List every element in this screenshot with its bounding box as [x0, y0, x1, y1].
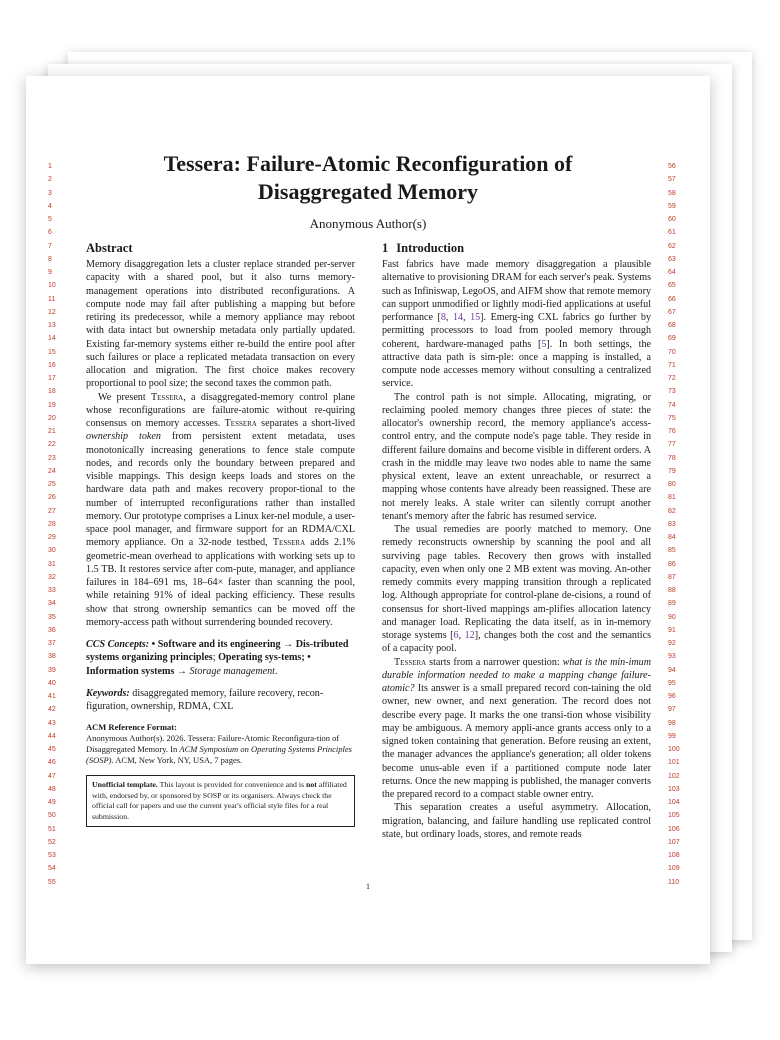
right-line-number: 86 [668, 560, 676, 568]
left-line-number: 38 [48, 653, 56, 661]
acm-reference-heading: ACM Reference Format: [86, 722, 177, 733]
abstract-paragraph-1: Memory disaggregation lets a cluster replace stranded per-server capacity with a shared pool, but it also turns memory-management operations into distributed reconfigurations. A compute node may fail after publishing a mapping but before retiring its predecessor, while a memory appliance may reboot with data intact but ownership metadata only partially updated. Existing far-memory systems either re-build the entire pool after such failures or place a replicated metadata transaction on every allocation and migration. The first choice makes recovery proportional to pool size; the second taxes the common path. [86, 259, 355, 390]
left-line-number: 50 [48, 812, 56, 820]
system-name: Tessera [272, 537, 306, 549]
right-line-number: 59 [668, 202, 676, 210]
ccs-concepts: CCS Concepts: • Software and its engineering → Dis-tributed systems organizing principles; Operating sys-tems; • Information systems → Storage management. [86, 639, 349, 677]
left-line-number: 19 [48, 401, 56, 409]
right-line-number: 94 [668, 666, 676, 674]
right-column [382, 240, 651, 841]
title-line-1: Tessera: Failure-Atomic Reconfiguration of [163, 151, 573, 176]
left-line-number: 49 [48, 799, 56, 806]
left-line-number: 14 [48, 335, 56, 343]
abstract-paragraph-2: We present Tessera, a disaggregated-memory control plane whose reconfigurations are failure-atomic without re-quiring consensus on memory accesses. Tessera separates a short-lived ownership token from persistent extent metadata, uses monotonically increasing generations to fence stale compute nodes, and records only the boundary between prepared and visible mappings. This design keeps loads and stores on the hardware data path and makes recovery propor-tional to the number of interrupted reconfigurations rather than installed memory. Our prototype comprises a Linux ker-nel module, a user-space pool manager, and firmware support for an RDMA/CXL memory appliance. On a 32-node testbed, Tessera adds 2.1% geometric-mean overhead to applications with working sets up to 1.5 TB. It restores service after com-pute, manager, and appliance failures in 184–691 ms, 18–64× faster than scanning the pool, while retaining 91% of ideal packing efficiency. These results show that strong ownership semantics can be moved off the memory-access path without surrendering bounded recovery. [86, 391, 355, 628]
right-line-number: 61 [668, 229, 676, 237]
left-line-number: 45 [48, 746, 56, 753]
citation-link[interactable]: 15 [470, 312, 481, 323]
left-line-number: 46 [48, 759, 56, 767]
left-line-number: 8 [48, 255, 52, 263]
right-line-number: 66 [668, 295, 676, 303]
left-line-number: 43 [48, 719, 56, 727]
left-line-number: 33 [48, 587, 56, 594]
left-line-number: 37 [48, 640, 56, 647]
right-line-number: 105 [668, 812, 680, 820]
paper-title [86, 150, 650, 206]
right-line-number: 74 [668, 401, 676, 409]
right-line-number: 72 [668, 375, 676, 382]
page-number: 1 [366, 882, 370, 891]
right-line-number: 90 [668, 613, 676, 621]
right-line-number: 77 [668, 441, 676, 449]
left-line-number: 4 [48, 202, 52, 210]
citation-link[interactable]: 8 [440, 312, 446, 323]
left-line-number: 21 [48, 428, 56, 435]
right-line-number: 99 [668, 732, 676, 740]
right-line-number: 108 [668, 852, 680, 859]
left-line-number: 55 [48, 878, 56, 886]
right-line-number: 70 [668, 348, 676, 356]
citation-link[interactable]: 14 [452, 312, 464, 323]
left-line-number: 44 [48, 732, 56, 740]
left-line-number: 47 [48, 772, 56, 780]
right-line-number: 62 [668, 242, 676, 250]
right-line-number: 73 [668, 388, 676, 396]
right-line-number: 69 [668, 335, 676, 343]
right-line-number: 68 [668, 322, 676, 329]
right-line-number: 82 [668, 507, 676, 515]
right-line-number: 104 [668, 799, 680, 806]
left-line-number: 48 [48, 785, 56, 793]
left-line-number: 51 [48, 825, 56, 833]
right-line-number: 85 [668, 547, 676, 555]
system-name: Tessera [394, 656, 427, 668]
right-line-number: 67 [668, 308, 676, 316]
left-column [86, 240, 355, 827]
right-line-number: 97 [668, 706, 676, 714]
right-line-number: 57 [668, 176, 676, 184]
system-name: Tessera [150, 391, 184, 403]
citation-link[interactable]: 6 [453, 630, 459, 641]
authors: Anonymous Author(s) [309, 216, 427, 231]
right-line-number: 76 [668, 428, 676, 435]
left-line-number: 34 [48, 600, 56, 608]
intro-paragraph-1: Fast fabrics have made memory disaggregation a plausible alternative to provisioning DRAM for each server's peak. Systems such as Infiniswap, LegoOS, and AIFM show that remote memory can support unmodified or lightly modi-fied applications at useful performance [8, 14, 15]. Emerg-ing CXL fabrics go further by permitting processors to load from pooled memory through coherent, hardware-managed paths [5]. In both settings, the attractive data path is sim-ple: once a mapping is installed, a compute node accesses memory without consulting a centralized service. [382, 259, 651, 390]
right-line-number: 107 [668, 838, 680, 846]
right-line-number: 87 [668, 573, 676, 581]
left-line-number: 20 [48, 414, 56, 422]
right-line-number: 98 [668, 719, 676, 727]
left-line-number: 9 [48, 269, 52, 276]
left-line-number: 3 [48, 189, 52, 197]
left-line-number: 30 [48, 547, 56, 555]
left-line-number: 28 [48, 520, 56, 528]
right-line-number: 88 [668, 587, 676, 594]
left-line-number: 17 [48, 375, 56, 382]
right-line-number: 100 [668, 746, 680, 753]
right-line-number: 78 [668, 454, 676, 462]
title-line-2: Disaggregated Memory [257, 179, 479, 204]
right-line-number: 89 [668, 600, 676, 608]
left-line-number: 36 [48, 626, 56, 634]
right-line-number: 81 [668, 494, 676, 502]
intro-paragraph-5: This separation creates a useful asymmetry. Allocation, migration, balancing, and failure handling use replicated control state, but ordinary loads, stores, and remote reads [382, 802, 651, 840]
right-line-number: 93 [668, 653, 676, 661]
right-line-number: 110 [668, 878, 680, 886]
left-line-number: 39 [48, 666, 56, 674]
left-line-number: 53 [48, 852, 56, 859]
right-line-number: 103 [668, 785, 680, 793]
left-line-number: 10 [48, 282, 56, 290]
right-line-number: 92 [668, 640, 676, 647]
left-line-number: 29 [48, 534, 56, 541]
left-line-number: 31 [48, 560, 56, 568]
left-line-number: 26 [48, 494, 56, 502]
left-line-number: 5 [48, 216, 52, 223]
left-line-number: 18 [48, 388, 56, 396]
right-line-number: 79 [668, 467, 676, 475]
left-line-number: 7 [48, 242, 52, 250]
system-name: Tessera [224, 418, 257, 429]
introduction-heading: 1 Introduction [382, 241, 465, 255]
left-line-number: 22 [48, 441, 56, 449]
right-line-number: 64 [668, 269, 676, 276]
left-line-number: 25 [48, 481, 56, 488]
abstract-heading: Abstract [86, 241, 133, 255]
right-line-number: 102 [668, 772, 680, 780]
left-line-number: 1 [48, 163, 52, 170]
right-line-number: 109 [668, 865, 680, 873]
intro-paragraph-2: The control path is not simple. Allocating, migrating, or reclaiming pooled memory changes three pieces of state: the allocator's ownership record, the memory appliance's access-control entry, and the compute node's page table. They reside in different failure domains and become visible in different orders. A crash in the middle may leave two nodes able to name the same physical extent, leave an extent unreachable, or resurrect a mapping whose contents have already been reassigned. These are not merely leaks. A stale writer can silently corrupt another tenant's memory after the fabric has resumed service. [382, 391, 651, 522]
left-line-number: 15 [48, 348, 56, 356]
left-line-number: 6 [48, 229, 52, 237]
citation-link[interactable]: 5 [541, 338, 547, 350]
intro-paragraph-3: The usual remedies are poorly matched to memory. One remedy reconstructs ownership by scanning the pool and all surviving page tables. Recovery then grows with installed capacity, even when only one 2 MB extent was moving. An-other remedy commits every mapping transition through a replicated log. Although appropriate for control-plane de-cisions, a round of consensus for short-lived mappings am-plifies allocation latency and manager load. Replicating the data itself, as in in-memory storage systems [6, 12], changes both the cost and the semantics of a capacity pool. [382, 524, 651, 655]
right-line-number: 106 [668, 825, 680, 833]
right-line-number: 101 [668, 759, 680, 767]
paper-page [26, 76, 710, 964]
right-line-number: 71 [668, 361, 676, 369]
right-line-number: 91 [668, 626, 676, 634]
right-line-number: 83 [668, 520, 676, 528]
right-line-number: 58 [668, 189, 676, 197]
left-line-number: 54 [48, 865, 56, 873]
left-line-number: 16 [48, 361, 56, 369]
right-line-numbers [668, 160, 692, 889]
left-line-number: 12 [48, 308, 56, 316]
left-line-number: 35 [48, 613, 56, 621]
left-line-numbers [48, 160, 72, 889]
left-line-number: 32 [48, 573, 56, 581]
right-line-number: 84 [668, 534, 676, 541]
right-line-number: 56 [668, 163, 676, 170]
intro-paragraph-4: Tessera starts from a narrower question: what is the min-imum durable information needed to make a mapping change failure-atomic? Its answer is a small prepared record con-taining the old owner, new owner, and next generation. The record does not describe every page. It marks the one transi-tion whose visibility may be ambiguous. A memory appli-ance grants access only to a signed token containing that generation. Before reusing an extent, the manager advances the appliance's generation; all older tokens become unus-able even if a partitioned compute node later returns. Once the new mapping is published, the manager converts the prepared record to a compact stable owner entry. [382, 656, 651, 800]
left-line-number: 23 [48, 454, 56, 462]
left-line-number: 13 [48, 322, 56, 329]
template-notice: Unofficial template. This layout is provided for convenience and is not affiliated with, endorsed by, or sponsored by SOSP or its organisers. Always check the official call for papers and use the current year's official style files for a real submission. [86, 775, 355, 827]
right-line-number: 75 [668, 414, 676, 422]
left-line-number: 42 [48, 706, 56, 714]
right-line-number: 63 [668, 255, 676, 263]
left-line-number: 27 [48, 507, 56, 515]
left-line-number: 24 [48, 467, 56, 475]
left-line-number: 2 [48, 176, 52, 184]
left-line-number: 52 [48, 838, 56, 846]
left-line-number: 11 [48, 295, 56, 303]
right-line-number: 96 [668, 693, 676, 700]
right-line-number: 80 [668, 481, 676, 488]
left-line-number: 41 [48, 693, 56, 700]
keywords: Keywords: disaggregated memory, failure recovery, recon-figuration, ownership, RDMA, CXL [86, 687, 324, 712]
right-line-number: 60 [668, 216, 676, 223]
left-line-number: 40 [48, 679, 56, 687]
citation-link[interactable]: 12 [464, 630, 475, 641]
right-line-number: 65 [668, 282, 676, 290]
acm-reference-text: Anonymous Author(s). 2026. Tessera: Failure-Atomic Reconfigura-tion of Disaggregated Memory. In ACM Symposium on Operating Systems Principles (SOSP). ACM, New York, NY, USA, 7 pages. [86, 733, 352, 766]
right-line-number: 95 [668, 679, 676, 687]
